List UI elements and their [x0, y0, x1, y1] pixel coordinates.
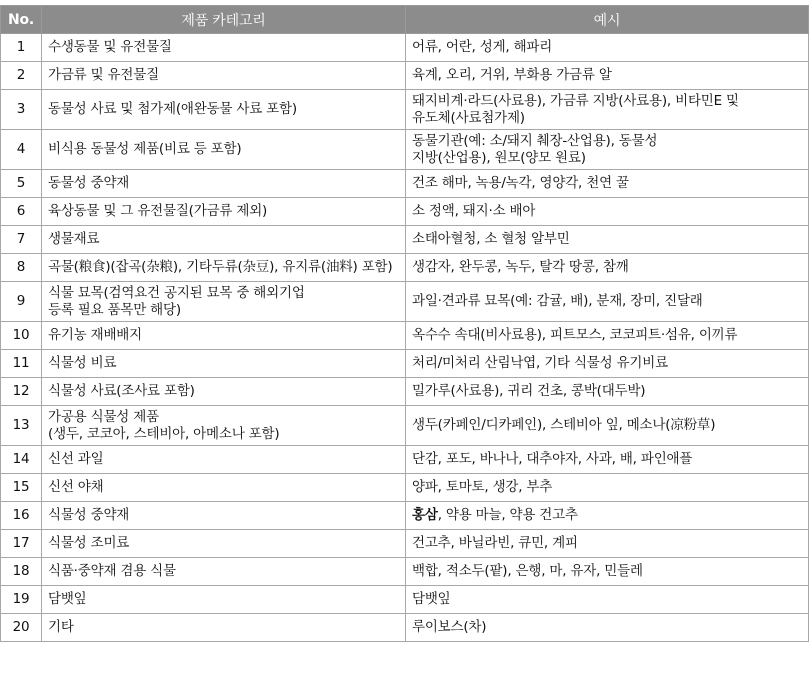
example-line: 소 정액, 돼지·소 배아	[412, 203, 536, 219]
table-row	[1, 378, 809, 406]
row-number: 12	[1, 378, 42, 406]
table-body	[1, 34, 809, 642]
example-line: 동물기관(예: 소/돼지 췌장-산업용), 동물성	[412, 132, 658, 149]
example-line: 루이보스(차)	[412, 619, 487, 635]
category-cell	[42, 586, 406, 614]
example-cell	[406, 62, 809, 90]
row-number: 20	[1, 614, 42, 642]
example-cell	[406, 282, 809, 322]
example-cell	[406, 34, 809, 62]
example-line: 돼지비계·라드(사료용), 가금류 지방(사료용), 비타민E 및	[412, 92, 739, 109]
table-row	[1, 62, 809, 90]
example-line: 옥수수 속대(비사료용), 피트모스, 코코피트·섬유, 이끼류	[412, 327, 738, 343]
category-line: 신선 야채	[48, 479, 104, 495]
category-cell	[42, 34, 406, 62]
example-cell	[406, 350, 809, 378]
category-cell	[42, 282, 406, 322]
category-line: 육상동물 및 그 유전물질(가금류 제외)	[48, 203, 268, 219]
example-cell	[406, 170, 809, 198]
category-cell	[42, 254, 406, 282]
example-cell	[406, 378, 809, 406]
example-cell	[406, 90, 809, 130]
header-category: 제품 카테고리	[42, 6, 406, 34]
category-line: 곡물(粮食)(잡곡(杂粮), 기타두류(杂豆), 유지류(油料) 포함)	[48, 259, 393, 275]
row-number: 7	[1, 226, 42, 254]
example-emphasis: 홍삼	[412, 507, 438, 523]
example-line: 생두(카페인/디카페인), 스테비아 잎, 메소나(凉粉草)	[412, 417, 716, 433]
row-number: 15	[1, 474, 42, 502]
example-line: 건고추, 바닐라빈, 큐민, 계피	[412, 535, 578, 551]
example-line: 양파, 토마토, 생강, 부추	[412, 479, 553, 495]
product-category-table	[0, 5, 809, 642]
example-cell	[406, 226, 809, 254]
example-cell	[406, 530, 809, 558]
row-number: 8	[1, 254, 42, 282]
category-line: 동물성 사료 및 첨가제(애완동물 사료 포함)	[48, 101, 297, 117]
table-row	[1, 226, 809, 254]
category-cell	[42, 170, 406, 198]
category-cell	[42, 530, 406, 558]
category-line: 비식용 동물성 제품(비료 등 포함)	[48, 141, 242, 157]
category-cell	[42, 226, 406, 254]
category-cell	[42, 502, 406, 530]
row-number: 3	[1, 90, 42, 130]
row-number: 19	[1, 586, 42, 614]
example-line: 과일·견과류 묘목(예: 감귤, 배), 분재, 장미, 진달래	[412, 293, 703, 309]
example-cell	[406, 322, 809, 350]
category-cell	[42, 130, 406, 170]
table-row	[1, 170, 809, 198]
example-line	[412, 507, 804, 524]
header-no: No.	[1, 6, 42, 34]
row-number: 16	[1, 502, 42, 530]
example-line: 육계, 오리, 거위, 부화용 가금류 알	[412, 67, 612, 83]
category-cell	[42, 614, 406, 642]
category-line: 유기농 재배배지	[48, 327, 142, 343]
table-row	[1, 586, 809, 614]
category-cell	[42, 378, 406, 406]
category-line: 생물재료	[48, 231, 100, 247]
category-cell	[42, 474, 406, 502]
table-row	[1, 502, 809, 530]
example-cell	[406, 406, 809, 446]
example-line: 단감, 포도, 바나나, 대추야자, 사과, 배, 파인애플	[412, 451, 693, 467]
category-cell	[42, 558, 406, 586]
example-cell	[406, 130, 809, 170]
table-row	[1, 282, 809, 322]
example-cell	[406, 614, 809, 642]
category-line: (생두, 코코아, 스테비아, 아메소나 포함)	[48, 425, 280, 442]
example-line: 유도체(사료첨가제)	[412, 109, 525, 126]
row-number: 18	[1, 558, 42, 586]
example-line: 생감자, 완두콩, 녹두, 탈각 땅콩, 참깨	[412, 259, 629, 275]
table-row	[1, 406, 809, 446]
example-line: 밀가루(사료용), 귀리 건초, 콩박(대두박)	[412, 383, 646, 399]
table-row	[1, 34, 809, 62]
example-line: 건조 해마, 녹용/녹각, 영양각, 천연 꿀	[412, 175, 629, 191]
header-example: 예시	[406, 6, 809, 34]
example-cell	[406, 198, 809, 226]
category-line: 식물성 중약재	[48, 507, 130, 523]
row-number: 9	[1, 282, 42, 322]
table-row	[1, 558, 809, 586]
example-line: 어류, 어란, 성게, 해파리	[412, 39, 553, 55]
category-cell	[42, 322, 406, 350]
example-text: , 약용 마늘, 약용 건고추	[437, 507, 578, 523]
row-number: 17	[1, 530, 42, 558]
example-cell	[406, 558, 809, 586]
example-line: 백합, 적소두(팥), 은행, 마, 유자, 민들레	[412, 563, 643, 579]
row-number: 6	[1, 198, 42, 226]
category-cell	[42, 350, 406, 378]
table-row	[1, 322, 809, 350]
table-row	[1, 446, 809, 474]
table-row	[1, 614, 809, 642]
category-line: 동물성 중약재	[48, 175, 130, 191]
category-line: 기타	[48, 619, 74, 635]
row-number: 5	[1, 170, 42, 198]
category-line: 식물성 비료	[48, 355, 117, 371]
category-line: 담뱃잎	[48, 591, 87, 607]
category-line: 식물성 조미료	[48, 535, 130, 551]
table-row	[1, 198, 809, 226]
category-line: 식품·중약재 겸용 식물	[48, 563, 176, 579]
table-row	[1, 130, 809, 170]
category-cell	[42, 446, 406, 474]
example-cell	[406, 502, 809, 530]
example-cell	[406, 254, 809, 282]
category-line: 신선 과일	[48, 451, 104, 467]
row-number: 13	[1, 406, 42, 446]
table-row	[1, 254, 809, 282]
example-line: 지방(산업용), 원모(양모 원료)	[412, 149, 586, 166]
row-number: 1	[1, 34, 42, 62]
example-cell	[406, 446, 809, 474]
row-number: 14	[1, 446, 42, 474]
row-number: 11	[1, 350, 42, 378]
example-line: 소태아혈청, 소 혈청 알부민	[412, 231, 570, 247]
table-row	[1, 530, 809, 558]
category-line: 가공용 식물성 제품	[48, 408, 159, 425]
category-line: 수생동물 및 유전물질	[48, 39, 172, 55]
row-number: 10	[1, 322, 42, 350]
table-row	[1, 474, 809, 502]
example-cell	[406, 586, 809, 614]
category-line: 가금류 및 유전물질	[48, 67, 159, 83]
category-cell	[42, 62, 406, 90]
category-cell	[42, 406, 406, 446]
category-line: 등록 필요 품목만 해당)	[48, 301, 181, 318]
table-row	[1, 90, 809, 130]
example-line: 처리/미처리 산림낙엽, 기타 식물성 유기비료	[412, 355, 668, 371]
row-number: 2	[1, 62, 42, 90]
category-line: 식물 묘목(검역요건 공지된 묘목 중 해외기업	[48, 284, 305, 301]
example-line: 담뱃잎	[412, 591, 451, 607]
category-cell	[42, 90, 406, 130]
category-cell	[42, 198, 406, 226]
example-cell	[406, 474, 809, 502]
table-row	[1, 350, 809, 378]
category-line: 식물성 사료(조사료 포함)	[48, 383, 195, 399]
table-header-row	[1, 6, 809, 34]
row-number: 4	[1, 130, 42, 170]
